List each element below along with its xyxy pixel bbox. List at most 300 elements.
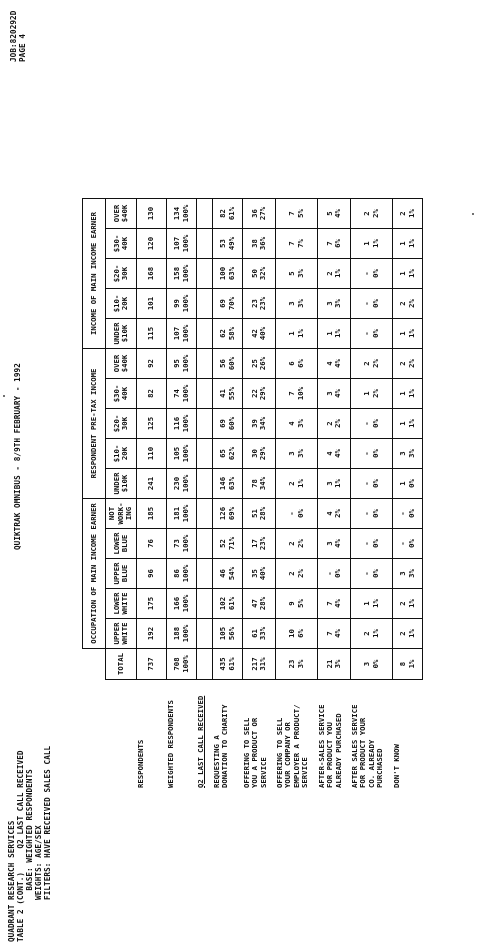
cell-count: 134 xyxy=(172,206,181,221)
cell-percent: 1% xyxy=(406,209,416,218)
cell-percent: 0% xyxy=(333,569,342,578)
cell-count: 3 xyxy=(362,661,371,667)
data-cell xyxy=(276,229,318,259)
data-cell xyxy=(167,559,197,589)
column-header: LOWER BLUE xyxy=(106,529,137,559)
cell-count: 46 xyxy=(218,569,227,578)
data-cell xyxy=(243,379,276,409)
cell-count: 2 xyxy=(398,601,407,606)
cell-count: 3 xyxy=(324,391,334,396)
row-label: AFTER SALES SERVICE FOR PRODUCT YOUR CO. ALREADY PURCHASED xyxy=(349,704,384,788)
cell-percent: 4% xyxy=(333,539,342,548)
cell-count: 101 xyxy=(146,296,156,311)
data-cell xyxy=(318,409,351,439)
data-cell xyxy=(393,559,423,589)
cell-count: - xyxy=(362,331,371,336)
cell-percent: 1% xyxy=(295,329,305,338)
cell-count: 10 xyxy=(287,629,296,638)
data-cell xyxy=(276,589,318,619)
data-cell xyxy=(243,649,276,680)
data-cell xyxy=(351,469,393,499)
cell-count: 2 xyxy=(398,211,407,216)
data-cell xyxy=(243,319,276,349)
cell-count: 192 xyxy=(146,626,156,641)
cell-percent: 60% xyxy=(226,416,236,431)
data-cell xyxy=(167,349,197,379)
data-cell xyxy=(197,289,213,319)
cell-percent: 70% xyxy=(226,296,236,311)
cell-percent: 3% xyxy=(295,449,305,458)
cell-percent: 100% xyxy=(180,384,190,403)
cell-count: 1 xyxy=(398,421,407,426)
cell-percent: 100% xyxy=(180,354,190,373)
cell-count: 5 xyxy=(324,211,334,216)
cell-count: 3 xyxy=(324,541,334,546)
cell-count: - xyxy=(362,481,371,486)
data-cell xyxy=(213,619,243,649)
cell-count: 130 xyxy=(146,206,156,221)
cell-percent: 5% xyxy=(295,209,305,218)
cell-percent: 29% xyxy=(258,386,267,401)
cell-percent: 34% xyxy=(258,416,267,431)
cell-percent: 61% xyxy=(226,596,236,611)
data-cell xyxy=(213,439,243,469)
data-cell xyxy=(276,439,318,469)
data-cell xyxy=(197,379,213,409)
data-cell xyxy=(137,379,167,409)
cell-percent: 2% xyxy=(333,419,342,428)
column-header: $10- 20K xyxy=(106,439,137,469)
data-cell xyxy=(318,199,351,229)
data-cell xyxy=(137,289,167,319)
data-cell xyxy=(351,259,393,289)
cell-percent: 5% xyxy=(295,599,305,608)
cell-count: 107 xyxy=(172,236,181,251)
data-row xyxy=(213,199,243,791)
data-row xyxy=(167,199,197,791)
cell-count: 38 xyxy=(249,239,259,248)
data-cell xyxy=(276,199,318,229)
cell-count: 39 xyxy=(249,419,259,428)
cell-percent: 100% xyxy=(180,264,190,283)
cell-count: 25 xyxy=(249,359,259,368)
cell-count: - xyxy=(362,511,371,516)
cell-count: 3 xyxy=(324,301,334,306)
cell-count: 69 xyxy=(218,299,227,308)
header-line: WEIGHTS: AGE/SEX xyxy=(34,825,43,942)
cell-percent: 55% xyxy=(226,386,236,401)
data-cell xyxy=(137,439,167,469)
data-cell xyxy=(393,499,423,529)
data-row xyxy=(318,199,351,791)
cell-count: 95 xyxy=(172,359,181,368)
cell-count: - xyxy=(324,571,334,576)
data-cell xyxy=(276,319,318,349)
column-header: $20- 30K xyxy=(106,259,137,289)
cell-percent: 4% xyxy=(333,449,342,458)
data-cell xyxy=(393,439,423,469)
cell-count: 435 xyxy=(218,657,227,671)
data-row xyxy=(351,199,393,791)
data-cell xyxy=(137,469,167,499)
data-cell xyxy=(137,349,167,379)
column-header: $30- 40K xyxy=(106,379,137,409)
cell-count: 6 xyxy=(287,361,296,366)
cell-percent: 58% xyxy=(226,326,236,341)
data-cell xyxy=(137,229,167,259)
column-header: $20- 30K xyxy=(106,409,137,439)
data-cell xyxy=(393,529,423,559)
data-cell xyxy=(276,469,318,499)
cell-percent: 40% xyxy=(258,326,267,341)
data-cell xyxy=(318,259,351,289)
data-cell xyxy=(393,259,423,289)
cell-count: 166 xyxy=(172,596,181,611)
cell-percent: 3% xyxy=(295,299,305,308)
cell-count: 69 xyxy=(218,419,227,428)
data-row xyxy=(243,199,276,791)
cell-count: 73 xyxy=(172,539,181,548)
cell-percent: 3% xyxy=(406,449,416,458)
data-cell xyxy=(197,499,213,529)
cell-percent: 1% xyxy=(333,329,342,338)
data-cell xyxy=(351,559,393,589)
cell-percent: 3% xyxy=(295,269,305,278)
data-cell xyxy=(213,589,243,619)
column-group-header: OCCUPATION OF MAIN INCOME EARNER xyxy=(83,499,106,649)
cell-percent: 40% xyxy=(258,566,267,581)
data-cell xyxy=(167,469,197,499)
cell-percent: 27% xyxy=(258,206,267,221)
data-cell xyxy=(137,409,167,439)
cell-percent: 1% xyxy=(370,599,380,608)
data-cell xyxy=(213,409,243,439)
data-cell xyxy=(351,289,393,319)
data-cell xyxy=(137,499,167,529)
data-cell xyxy=(213,649,243,680)
cell-percent: 6% xyxy=(333,239,342,248)
data-cell xyxy=(167,529,197,559)
group-header-row xyxy=(83,199,106,791)
row-label: OFFERING TO SELL YOU A PRODUCT OR SERVICE xyxy=(241,717,268,788)
cell-percent: 100% xyxy=(180,624,190,643)
cell-percent: 10% xyxy=(295,386,305,401)
data-cell xyxy=(393,349,423,379)
cell-percent: 28% xyxy=(258,596,267,611)
cell-count: 2 xyxy=(398,301,407,306)
cell-count: - xyxy=(362,421,371,426)
cell-percent: 2% xyxy=(295,539,305,548)
data-cell xyxy=(276,649,318,680)
data-cell xyxy=(318,289,351,319)
data-cell xyxy=(351,379,393,409)
cell-count: 1 xyxy=(398,271,407,276)
cell-percent: 2% xyxy=(370,389,380,398)
cell-percent: 71% xyxy=(226,536,236,551)
data-cell xyxy=(137,589,167,619)
data-cell xyxy=(276,349,318,379)
cell-count: 1 xyxy=(362,601,371,606)
data-cell xyxy=(167,199,197,229)
cell-percent: 0% xyxy=(370,509,380,518)
cell-count: - xyxy=(362,571,371,576)
cell-percent: 7% xyxy=(295,239,305,248)
column-group-header: INCOME OF MAIN INCOME EARNER xyxy=(83,199,106,349)
cell-percent: 23% xyxy=(258,296,267,311)
data-cell xyxy=(276,289,318,319)
cell-percent: 0% xyxy=(370,479,380,488)
cell-count: 76 xyxy=(146,539,156,548)
cell-count: 107 xyxy=(172,326,181,341)
data-cell xyxy=(318,229,351,259)
cell-count: 181 xyxy=(172,506,181,521)
cell-count: 102 xyxy=(218,596,227,611)
cell-count: 188 xyxy=(172,626,181,641)
cell-percent: 1% xyxy=(406,629,416,638)
cell-percent: 2% xyxy=(295,569,305,578)
cell-percent: 1% xyxy=(406,599,416,608)
data-cell xyxy=(243,409,276,439)
cell-count: - xyxy=(362,271,371,276)
data-cell xyxy=(197,259,213,289)
cell-count: 7 xyxy=(324,631,334,636)
cell-count: 74 xyxy=(172,389,181,398)
cell-percent: 100% xyxy=(180,324,190,343)
data-cell xyxy=(318,439,351,469)
cell-percent: 3% xyxy=(295,659,305,669)
data-cell xyxy=(276,529,318,559)
data-cell xyxy=(393,619,423,649)
cell-percent: 2% xyxy=(406,299,416,308)
cell-count: 3 xyxy=(398,451,407,456)
data-cell xyxy=(351,589,393,619)
cell-percent: 4% xyxy=(333,359,342,368)
cell-count: 2 xyxy=(362,211,371,216)
cell-count: 92 xyxy=(146,359,156,368)
cell-count: 168 xyxy=(146,266,156,281)
column-group-header: RESPONDENT PRE-TAX INCOME xyxy=(83,349,106,499)
data-cell xyxy=(243,349,276,379)
cell-percent: 100% xyxy=(180,234,190,253)
cell-percent: 1% xyxy=(370,629,380,638)
cell-count: 1 xyxy=(398,241,407,246)
column-header: OVER $40K xyxy=(106,199,137,229)
data-cell xyxy=(213,349,243,379)
data-cell xyxy=(213,499,243,529)
header-line: QUADRANT RESEARCH SERVICES xyxy=(7,820,16,942)
section-row xyxy=(197,199,213,791)
data-cell xyxy=(318,619,351,649)
cell-percent: 1% xyxy=(406,389,416,398)
data-row xyxy=(393,199,423,791)
cell-percent: 100% xyxy=(180,655,190,673)
cell-percent: 1% xyxy=(333,269,342,278)
data-cell xyxy=(167,379,197,409)
data-cell xyxy=(318,589,351,619)
cell-percent: 4% xyxy=(333,599,342,608)
cell-count: 4 xyxy=(324,451,334,456)
cell-count: 126 xyxy=(218,506,227,521)
data-cell xyxy=(213,559,243,589)
cell-count: 737 xyxy=(146,657,156,671)
cell-percent: 56% xyxy=(226,626,236,641)
cell-count: 17 xyxy=(249,539,259,548)
data-cell xyxy=(393,649,423,680)
cell-count: 3 xyxy=(287,301,296,306)
data-cell xyxy=(243,589,276,619)
cell-count: 86 xyxy=(172,569,181,578)
cell-percent: 29% xyxy=(258,446,267,461)
data-cell xyxy=(197,349,213,379)
cell-count: 35 xyxy=(249,569,259,578)
cell-count: 62 xyxy=(218,329,227,338)
cell-percent: 100% xyxy=(180,594,190,613)
page-number: PAGE 4 xyxy=(18,33,27,62)
data-row xyxy=(137,199,167,791)
report-header xyxy=(7,746,52,942)
cell-percent: 62% xyxy=(226,446,236,461)
cell-percent: 1% xyxy=(406,329,416,338)
scan-speck xyxy=(472,213,474,215)
data-cell xyxy=(318,349,351,379)
data-cell xyxy=(213,469,243,499)
data-cell xyxy=(197,439,213,469)
cell-count: 7 xyxy=(287,391,296,396)
cell-percent: 0% xyxy=(406,539,416,548)
data-cell xyxy=(318,649,351,680)
data-cell xyxy=(351,199,393,229)
cell-count: 56 xyxy=(218,359,227,368)
cell-percent: 100% xyxy=(180,444,190,463)
cell-count: 4 xyxy=(324,511,334,516)
data-cell xyxy=(243,439,276,469)
data-cell xyxy=(276,379,318,409)
data-cell xyxy=(167,649,197,680)
cell-percent: 0% xyxy=(370,419,380,428)
cell-count: - xyxy=(362,451,371,456)
cell-count: 82 xyxy=(146,389,156,398)
cell-count: 116 xyxy=(172,416,181,431)
column-header: $30- 40K xyxy=(106,229,137,259)
cell-percent: 100% xyxy=(180,474,190,493)
cell-count: 5 xyxy=(287,271,296,276)
cell-count: 7 xyxy=(287,241,296,246)
job-number: JOB:820292D xyxy=(9,10,18,62)
data-cell xyxy=(318,379,351,409)
row-label: DON'T KNOW xyxy=(391,744,401,788)
data-cell xyxy=(243,499,276,529)
cell-count: 2 xyxy=(362,361,371,366)
cell-count: - xyxy=(362,301,371,306)
cell-count: 2 xyxy=(398,631,407,636)
cell-count: 120 xyxy=(146,236,156,251)
cell-count: 2 xyxy=(287,571,296,576)
data-cell xyxy=(213,289,243,319)
cell-percent: 63% xyxy=(226,476,236,491)
cell-percent: 1% xyxy=(406,659,416,669)
cell-percent: 1% xyxy=(333,479,342,488)
cell-count: 4 xyxy=(324,361,334,366)
data-cell xyxy=(137,259,167,289)
cell-percent: 3% xyxy=(333,659,342,669)
cell-count: 1 xyxy=(362,241,371,246)
cell-percent: 1% xyxy=(406,419,416,428)
data-cell xyxy=(213,259,243,289)
cell-count: 115 xyxy=(146,326,156,341)
job-info xyxy=(9,11,27,62)
cell-count: 185 xyxy=(146,506,156,521)
cell-count: 2 xyxy=(324,421,334,426)
data-cell xyxy=(318,559,351,589)
cell-count: 1 xyxy=(398,331,407,336)
data-cell xyxy=(393,229,423,259)
data-cell xyxy=(213,229,243,259)
cell-percent: 4% xyxy=(333,209,342,218)
cell-count: 2 xyxy=(287,541,296,546)
row-label: RESPONDENTS xyxy=(135,739,145,788)
data-cell xyxy=(197,409,213,439)
data-cell xyxy=(167,619,197,649)
data-cell xyxy=(243,289,276,319)
cell-count: 78 xyxy=(249,479,259,488)
data-cell xyxy=(276,259,318,289)
data-cell xyxy=(137,649,167,680)
cell-percent: 4% xyxy=(333,389,342,398)
column-header: UPPER BLUE xyxy=(106,559,137,589)
cell-count: 241 xyxy=(146,476,156,491)
data-cell xyxy=(197,469,213,499)
cell-count: 110 xyxy=(146,446,156,461)
data-cell xyxy=(351,619,393,649)
data-cell xyxy=(318,469,351,499)
cell-count: - xyxy=(398,511,407,516)
cell-count: 3 xyxy=(324,481,334,486)
data-cell xyxy=(351,529,393,559)
cell-percent: 3% xyxy=(333,299,342,308)
cell-percent: 2% xyxy=(333,509,342,518)
data-cell xyxy=(197,589,213,619)
data-cell xyxy=(351,319,393,349)
cell-percent: 0% xyxy=(370,269,380,278)
cell-count: 2 xyxy=(362,631,371,636)
cell-percent: 1% xyxy=(406,239,416,248)
data-cell xyxy=(197,529,213,559)
data-cell xyxy=(197,649,213,680)
cell-percent: 49% xyxy=(226,236,236,251)
header-line: BASE: WEIGHTED RESPONDENTS xyxy=(25,769,34,942)
data-cell xyxy=(243,559,276,589)
data-cell xyxy=(167,229,197,259)
cell-percent: 60% xyxy=(226,356,236,371)
data-cell xyxy=(137,319,167,349)
cell-count: 125 xyxy=(146,416,156,431)
data-cell xyxy=(137,529,167,559)
cell-percent: 31% xyxy=(258,657,267,671)
cell-count: 1 xyxy=(287,331,296,336)
corner-cell xyxy=(83,680,106,791)
cell-count: - xyxy=(287,511,296,516)
data-cell xyxy=(167,289,197,319)
cell-percent: 32% xyxy=(258,266,267,281)
data-cell xyxy=(197,199,213,229)
data-cell xyxy=(243,199,276,229)
data-cell xyxy=(276,559,318,589)
cell-count: 23 xyxy=(287,659,296,669)
data-cell xyxy=(213,529,243,559)
data-cell xyxy=(351,499,393,529)
data-cell xyxy=(318,529,351,559)
cell-count: 21 xyxy=(324,659,334,669)
